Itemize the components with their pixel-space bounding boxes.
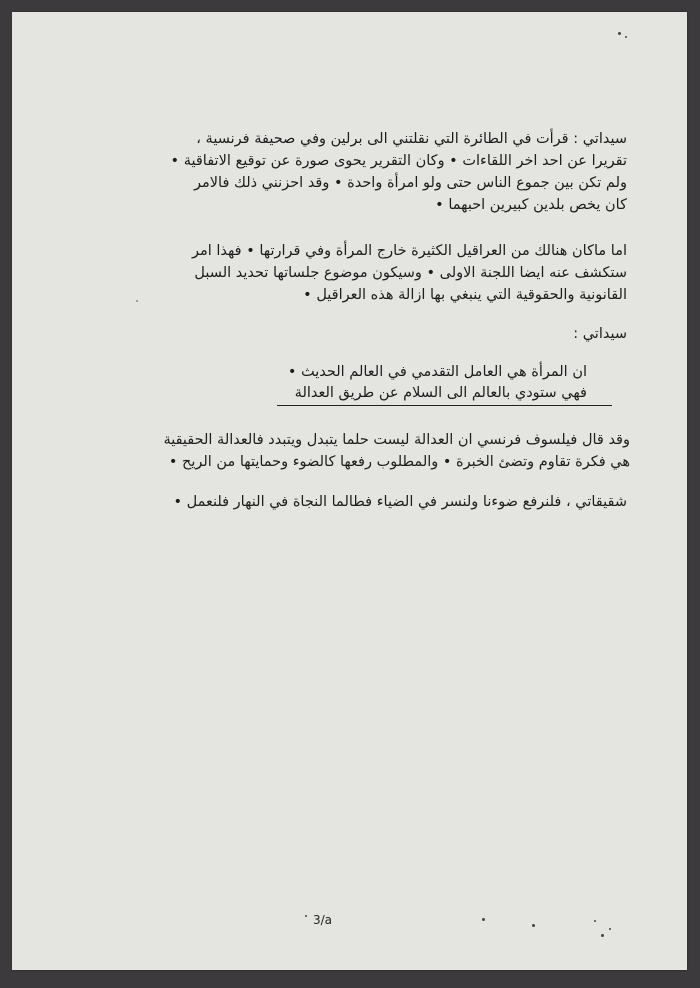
text-line: سيداتي : قرأت في الطائرة التي نقلتني الى برلين وفي صحيفة فرنسية ،: [196, 131, 627, 147]
text-line: ان المرأة هي العامل التقدمي في العالم الحديث •: [287, 364, 587, 380]
paper-speck: [618, 32, 621, 35]
document-page: [12, 12, 687, 970]
text-line: ولم تكن بين جموع الناس حتى ولو امرأة واحدة • وقد احزنني ذلك فالامر: [194, 175, 627, 191]
text-line: تقريرا عن احد اخر اللقاءات • وكان التقرير يحوى صورة عن توقيع الاتفاقية •: [170, 153, 627, 169]
paper-speck: [594, 920, 596, 922]
paragraph-4: [173, 491, 627, 513]
paragraph-2: [72, 240, 627, 306]
paper-speck: [136, 300, 138, 302]
paper-speck: [601, 934, 604, 937]
paper-speck: [532, 924, 535, 927]
text-line: وقد قال فيلسوف فرنسي ان العدالة ليست حلما يتبدل ويتبدد فالعدالة الحقيقية: [163, 432, 630, 448]
underline-rule: [277, 405, 612, 406]
text-line: القانونية والحقوقية التي ينبغي بها ازالة هذه العراقيل •: [303, 287, 627, 303]
paragraph-1: [72, 128, 627, 216]
text-line: سيداتي :: [573, 326, 627, 342]
text-line: اما ماكان هنالك من العراقيل الكثيرة خارج المرأة وفي قرارتها • فهذا امر: [191, 243, 627, 259]
salutation: [573, 323, 627, 345]
paper-speck: [305, 915, 307, 917]
paragraph-3: [75, 429, 630, 473]
text-line: هي فكرة تقاوم وتضئ الخبرة • والمطلوب رفعها كالضوء وحمايتها من الريح •: [168, 454, 630, 470]
paper-speck: [625, 36, 627, 38]
paper-speck: [482, 918, 485, 921]
text-line: كان يخص بلدين كبيرين احبهما •: [435, 197, 627, 213]
text-line: فهي ستودي بالعالم الى السلام عن طريق العدالة: [294, 385, 587, 401]
quote-block: [288, 362, 587, 404]
page-number: 3/a: [313, 913, 333, 927]
paper-speck: [609, 928, 611, 930]
text-line: شقيقاتي ، فلنرفع ضوءنا ولنسر في الضياء فطالما النجاة في النهار فلنعمل •: [173, 494, 627, 510]
text-line: ستكشف عنه ايضا اللجنة الاولى • وسيكون موضوع جلساتها تحديد السبل: [194, 265, 627, 281]
